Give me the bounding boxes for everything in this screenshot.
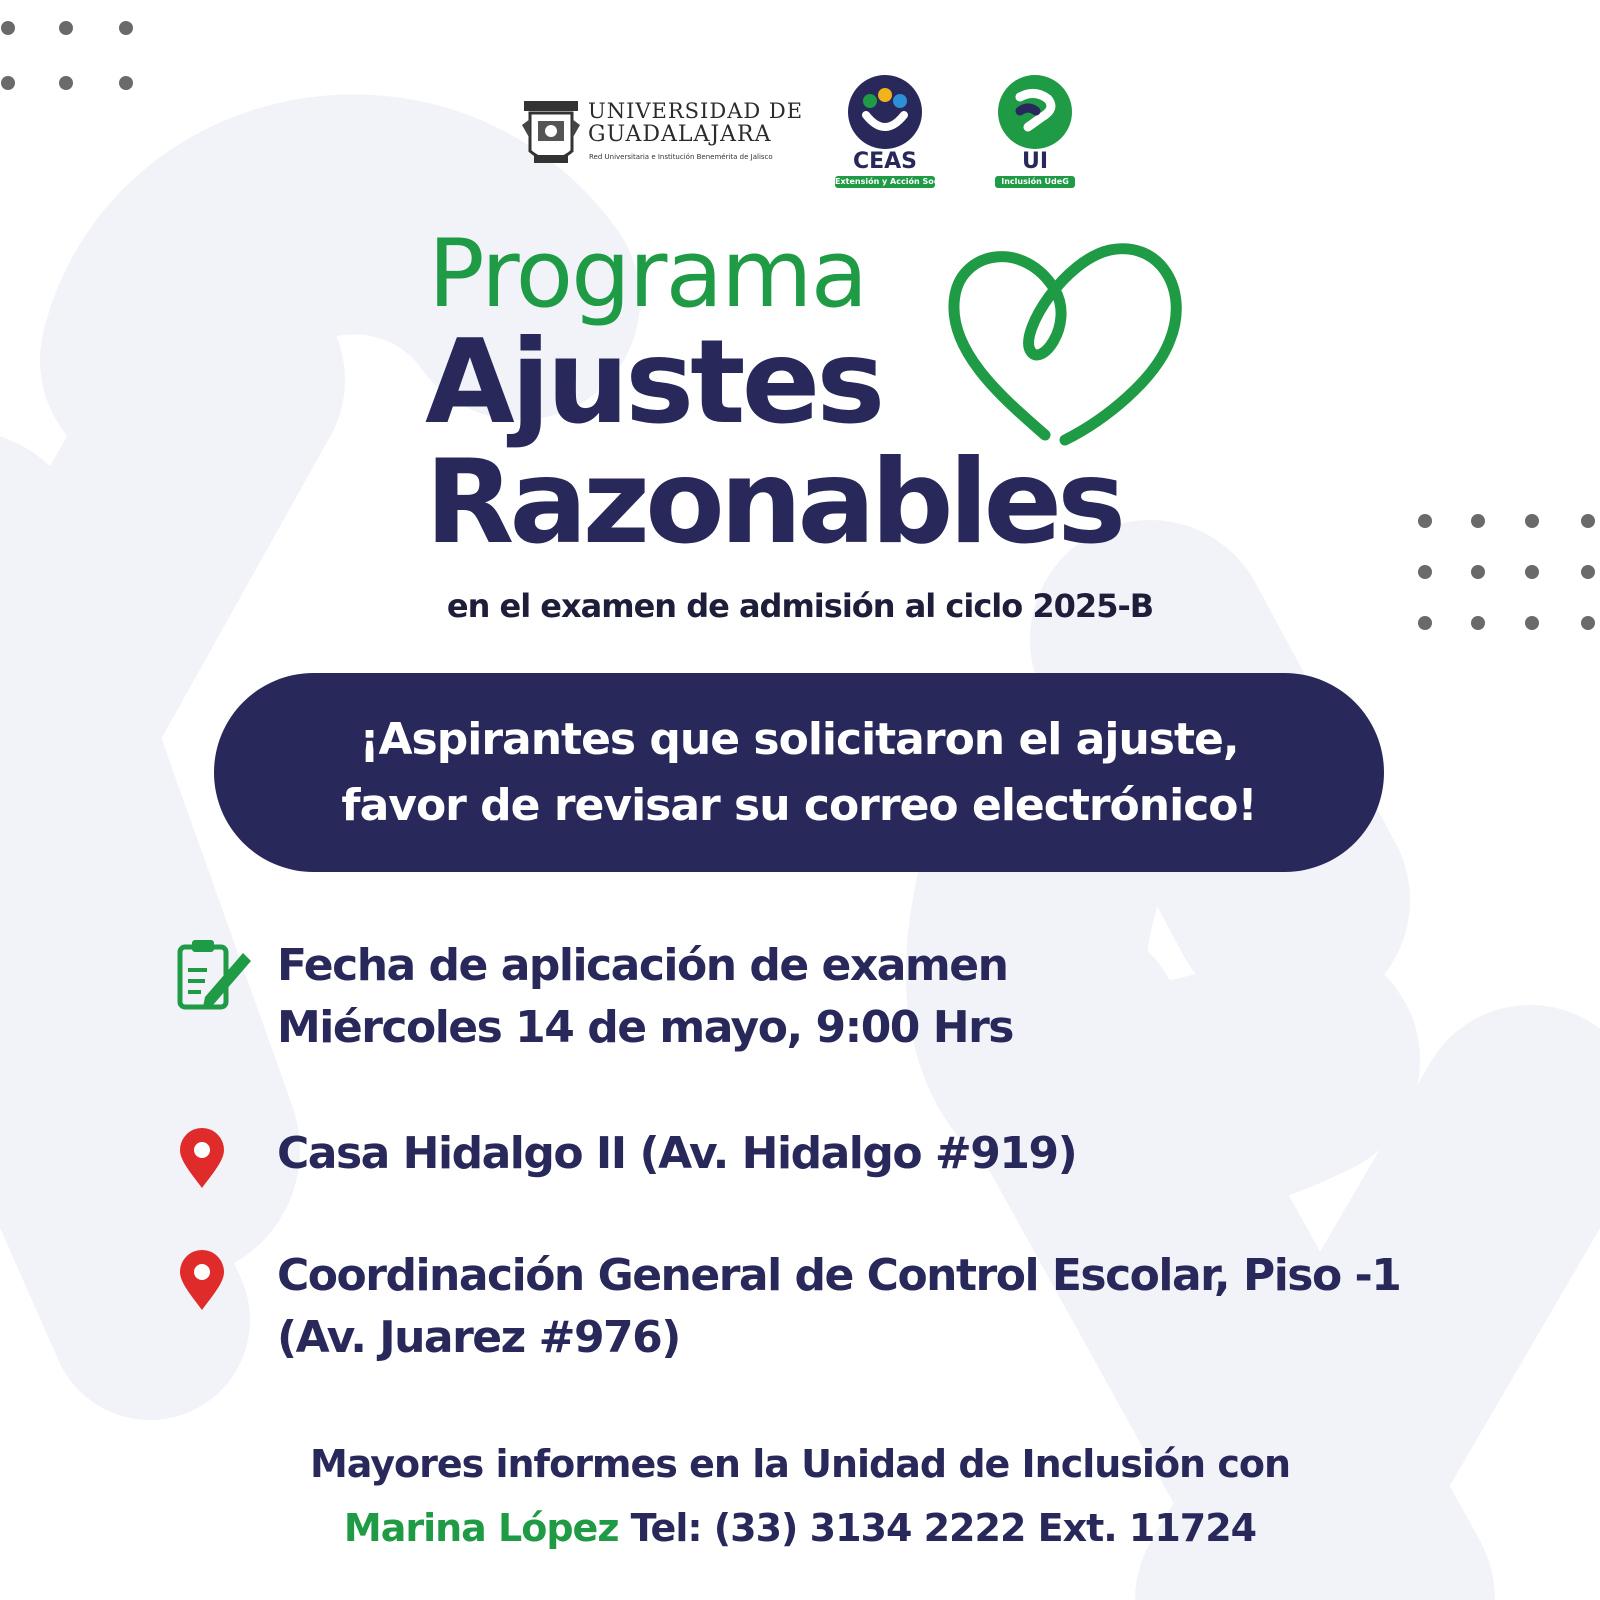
map-pin-icon (178, 1250, 226, 1312)
info-date (0, 935, 1600, 1065)
logos-row (0, 75, 1600, 195)
location-2-address: (Av. Juarez #976) (277, 1312, 680, 1363)
info-location-1 (0, 1128, 1600, 1198)
banner-line2: favor de revisar su correo electrónico! (341, 779, 1257, 831)
location-1-text: Casa Hidalgo II (Av. Hidalgo #919) (277, 1128, 1077, 1179)
clipboard-icon (175, 935, 253, 1015)
udg-crest-icon (520, 95, 582, 173)
udg-name-line2: GUADALAJARA (588, 122, 772, 147)
ui-logo (990, 75, 1080, 190)
ui-label: UI (1021, 149, 1049, 174)
contact-name: Marina López (343, 1506, 619, 1550)
udg-name-line1: UNIVERSIDAD DE (588, 99, 804, 123)
title-ajustes: Ajustes (425, 315, 882, 450)
location-2-text: Coordinación General de Control Escolar, Piso -1 (277, 1250, 1401, 1301)
ui-emblem-icon (998, 75, 1072, 149)
footer (0, 1432, 1600, 1560)
date-label: Fecha de aplicación de examen (277, 940, 1008, 991)
date-value: Miércoles 14 de mayo, 9:00 Hrs (277, 1002, 1013, 1053)
footer-line2 (0, 1496, 1600, 1560)
subtitle: en el examen de admisión al ciclo 2025-B (446, 587, 1154, 625)
footer-line1: Mayores informes en la Unidad de Inclusión con (309, 1442, 1291, 1486)
udg-logo (520, 95, 804, 175)
contact-phone: Tel: (33) 3134 2222 Ext. 11724 (618, 1506, 1257, 1550)
udg-tagline: Red Universitaria e Institución Benemérita de Jalisco (589, 153, 773, 161)
ceas-label: CEAS (852, 149, 918, 174)
title-razonables: Razonables (425, 435, 1122, 570)
banner-line1: ¡Aspirantes que solicitaron el ajuste, (359, 713, 1239, 765)
announcement-banner (214, 673, 1384, 872)
ceas-tag: Extensión y Acción Social UdeG (835, 177, 977, 186)
ceas-logo (830, 75, 977, 190)
ui-tag: Inclusión UdeG (995, 176, 1075, 188)
map-pin-icon (178, 1128, 226, 1190)
heart-icon (945, 240, 1185, 455)
title-programa: Programa (428, 220, 867, 329)
info-location-2 (0, 1250, 1600, 1380)
ceas-emblem-icon (848, 75, 922, 149)
